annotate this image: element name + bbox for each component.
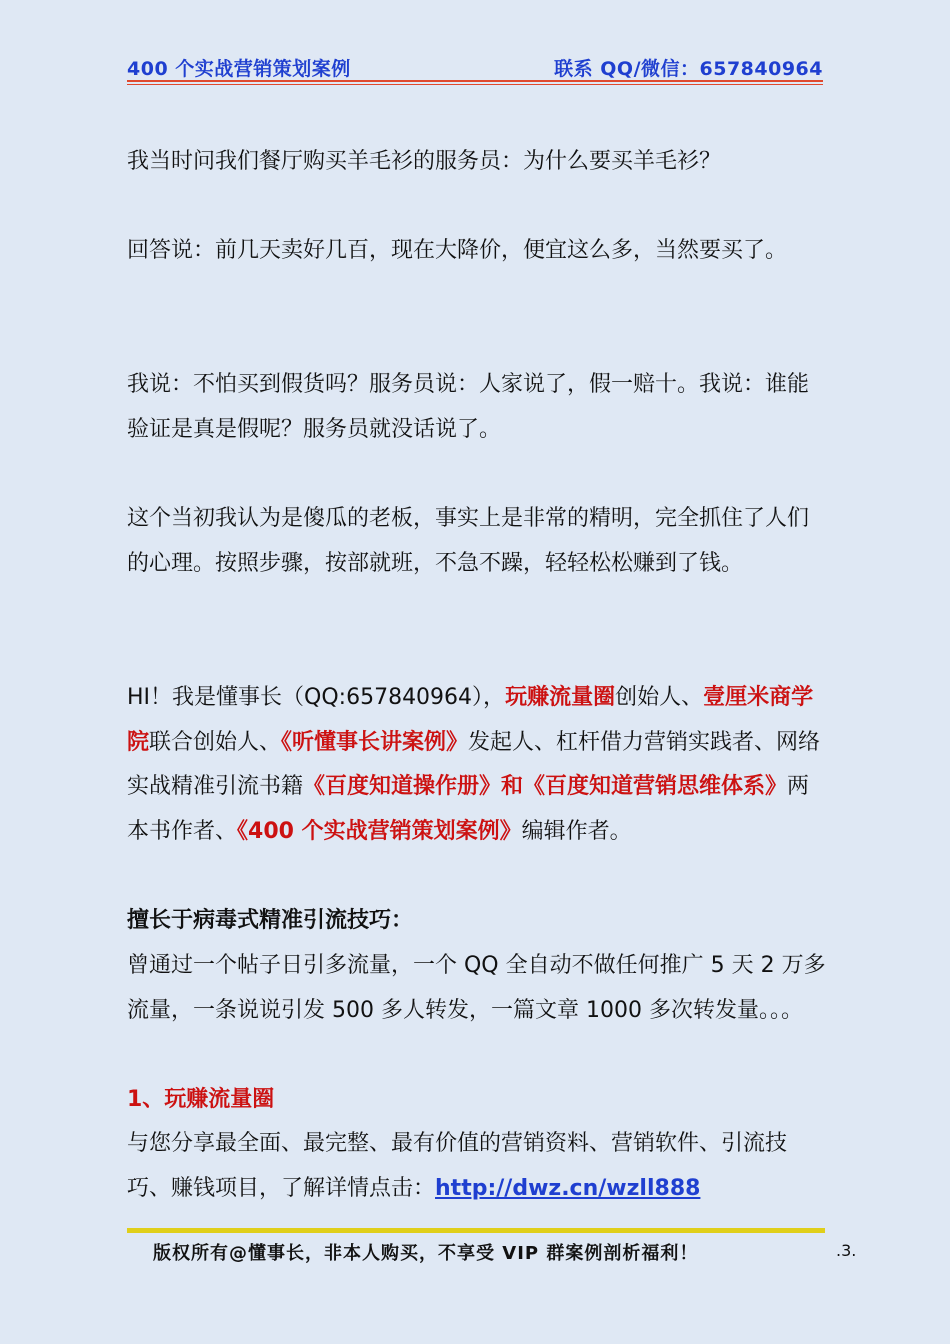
page-number: .3. — [836, 1241, 857, 1260]
header-title: 400 个实战营销策划案例 — [127, 58, 351, 80]
intro-text: 联合创始人、 — [149, 729, 282, 755]
intro-text: 两本书作者、 — [127, 774, 810, 844]
skills-body: 曾通过一个帖子日引多流量，一个 QQ 全自动不做任何推广 5 天 2 万多流量，一条说说引发 500 多人转发，一篇文章 1000 多次转发量。。。 — [127, 953, 826, 1023]
intro-text: 创始人、 — [615, 685, 704, 710]
section-body — [127, 1122, 827, 1211]
intro-text: 发起人、杠杆借力营销实践者、网络实战精准引流书籍 — [127, 729, 821, 799]
paragraph-answer: 回答说：前几天卖好几百，现在大降价，便宜这么多，当然要买了。 — [127, 238, 788, 263]
section-body-text: 与您分享最全面、最完整、最有价值的营销资料、营销软件、引流技巧、赚钱项目，了解详情点击： — [127, 1131, 788, 1201]
intro-text: HI！我是懂事长（QQ:657840964）， — [127, 685, 506, 710]
paragraph-question: 我当时问我们餐厅购买羊毛衫的服务员：为什么要买羊毛衫？ — [127, 149, 722, 174]
intro-highlight: 《400 个实战营销策划案例》 — [237, 818, 522, 844]
intro-highlight: 《听懂事长讲案例》 — [281, 729, 469, 755]
section-heading: 1、玩赚流量圈 — [127, 1087, 275, 1112]
paragraph-dialogue: 我说：不怕买到假货吗？服务员说：人家说了，假一赔十。我说：谁能验证是真是假呢？服务员就没话说了。 — [127, 372, 810, 442]
intro-highlight: 《百度知道操作册》和《百度知道营销思维体系》 — [303, 774, 788, 799]
footer-copyright: 版权所有@懂事长，非本人购买，不享受 VIP 群案例剖析福利！ — [153, 1243, 699, 1264]
header-divider — [127, 80, 823, 82]
author-intro — [127, 676, 827, 854]
page-header — [127, 52, 823, 82]
footer-divider — [127, 1228, 825, 1233]
header-contact: 联系 QQ/微信：657840964 — [554, 58, 823, 80]
skills-heading: 擅长于病毒式精准引流技巧： — [127, 908, 414, 933]
intro-highlight: 壹厘米商学院 — [127, 685, 814, 755]
intro-highlight: 玩赚流量圈 — [505, 685, 616, 710]
header-divider-thin — [127, 84, 823, 85]
intro-text: 编辑作者。 — [521, 818, 632, 844]
paragraph-conclusion: 这个当初我认为是傻瓜的老板，事实上是非常的精明，完全抓住了人们的心理。按照步骤，按部就班，不急不躁，轻轻松松赚到了钱。 — [127, 506, 810, 576]
detail-link[interactable]: http://dwz.cn/wzll888 — [435, 1175, 701, 1201]
